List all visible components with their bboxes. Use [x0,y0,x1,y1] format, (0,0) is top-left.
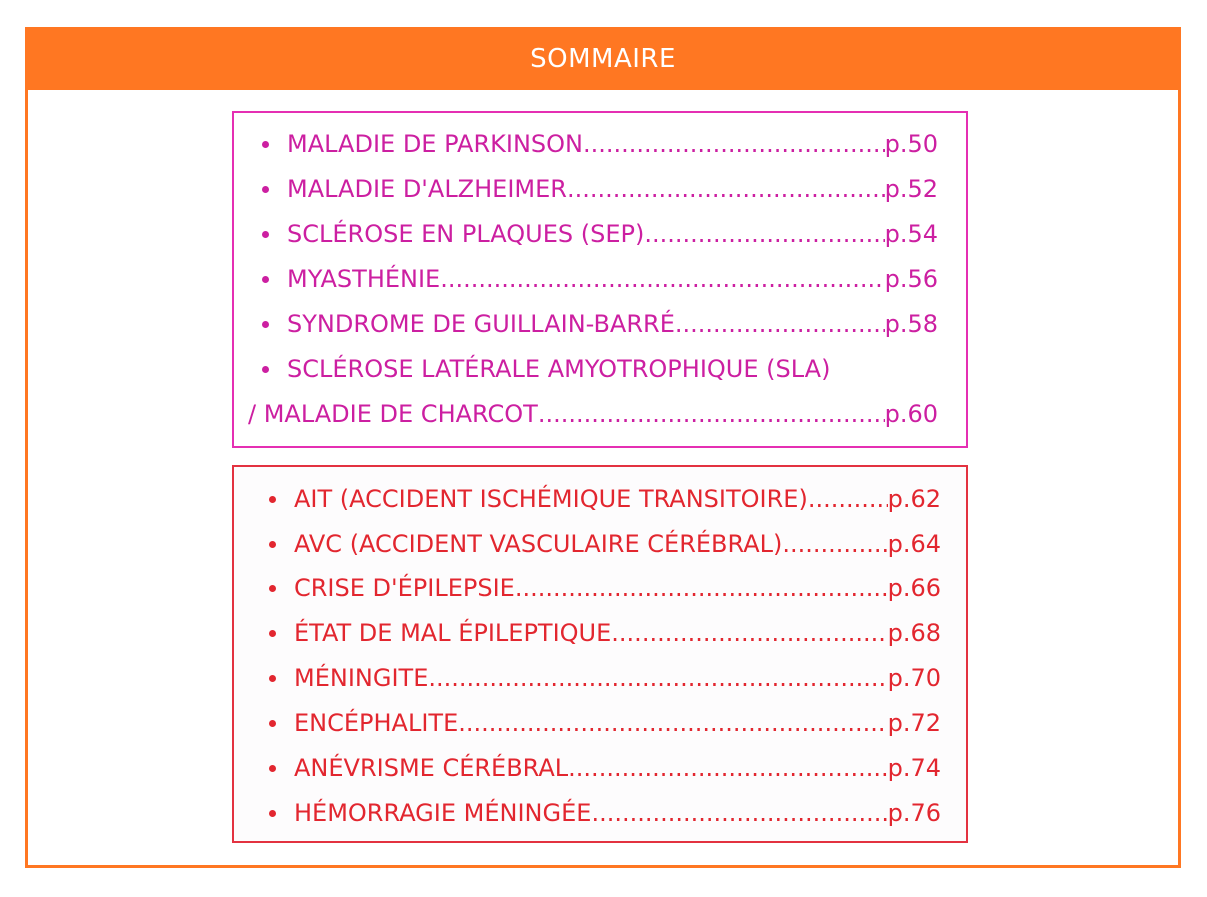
toc-entry-title: / MALADIE DE CHARCOT [248,400,538,428]
dot-leader [538,398,885,430]
toc-entry-title: ANÉVRISME CÉRÉBRAL [294,754,569,782]
bullet-icon [269,630,276,637]
dot-leader [591,797,887,829]
toc-entry-page: p.58 [884,310,938,338]
bullet-icon [269,585,276,592]
toc-entry[interactable] [262,218,938,250]
toc-entry[interactable] [262,173,938,205]
toc-entry[interactable] [269,572,941,604]
dot-leader [644,218,884,250]
toc-entry-page: p.72 [887,709,941,737]
dot-leader [568,752,887,784]
toc-entry[interactable] [262,128,938,160]
toc-entry-page: p.76 [887,799,941,827]
bullet-icon [262,366,269,373]
toc-entry[interactable] [262,308,938,340]
toc-entry-title: SCLÉROSE LATÉRALE AMYOTROPHIQUE (SLA) [287,355,831,383]
toc-entry[interactable] [269,662,941,694]
toc-entry-page: p.56 [884,265,938,293]
bullet-icon [269,720,276,727]
toc-entry-page: p.50 [884,130,938,158]
toc-entry[interactable] [269,797,941,829]
toc-entry-title: AVC (ACCIDENT VASCULAIRE CÉRÉBRAL) [294,530,783,558]
toc-entry-title: MÉNINGITE [294,664,429,692]
toc-entry[interactable] [269,707,941,739]
dot-leader [675,308,885,340]
toc-entry-page: p.54 [884,220,938,248]
dot-leader [611,617,887,649]
vascular-toc-box [232,465,968,843]
dot-leader [515,572,888,604]
dot-leader [782,528,887,560]
toc-entry-page: p.70 [887,664,941,692]
bullet-icon [262,141,269,148]
toc-entry[interactable] [262,353,938,385]
dot-leader [583,128,885,160]
bullet-icon [262,321,269,328]
toc-entry-title: SYNDROME DE GUILLAIN-BARRÉ [287,310,675,338]
bullet-icon [269,496,276,503]
neuro-toc-box [232,111,968,448]
toc-entry-title: AIT (ACCIDENT ISCHÉMIQUE TRANSITOIRE) [294,485,808,513]
bullet-icon [269,810,276,817]
toc-entry-title: MALADIE D'ALZHEIMER [287,175,567,203]
toc-entry-title: MYASTHÉNIE [287,265,441,293]
toc-entry-page: p.60 [884,400,938,428]
bullet-icon [269,675,276,682]
toc-entry-title: ENCÉPHALITE [294,709,459,737]
dot-leader [808,483,888,515]
bullet-icon [269,541,276,548]
bullet-icon [262,186,269,193]
dot-leader [428,662,887,694]
bullet-icon [269,765,276,772]
dot-leader [458,707,887,739]
toc-entry-continuation[interactable] [248,398,938,430]
toc-entry-page: p.52 [884,175,938,203]
bullet-icon [262,231,269,238]
sommaire-title: SOMMAIRE [25,27,1181,90]
dot-leader [440,263,884,295]
toc-entry[interactable] [262,263,938,295]
toc-entry[interactable] [269,483,941,515]
toc-entry-page: p.68 [887,619,941,647]
toc-entry-page: p.62 [887,485,941,513]
toc-entry[interactable] [269,528,941,560]
toc-entry-title: MALADIE DE PARKINSON [287,130,583,158]
bullet-icon [262,276,269,283]
toc-entry-title: ÉTAT DE MAL ÉPILEPTIQUE [294,619,612,647]
dot-leader [567,173,885,205]
toc-entry-page: p.74 [887,754,941,782]
toc-entry-title: HÉMORRAGIE MÉNINGÉE [294,799,592,827]
toc-entry[interactable] [269,617,941,649]
toc-entry-page: p.64 [887,530,941,558]
toc-entry-title: SCLÉROSE EN PLAQUES (SEP) [287,220,645,248]
toc-entry-page: p.66 [887,574,941,602]
toc-entry[interactable] [269,752,941,784]
toc-entry-title: CRISE D'ÉPILEPSIE [294,574,515,602]
